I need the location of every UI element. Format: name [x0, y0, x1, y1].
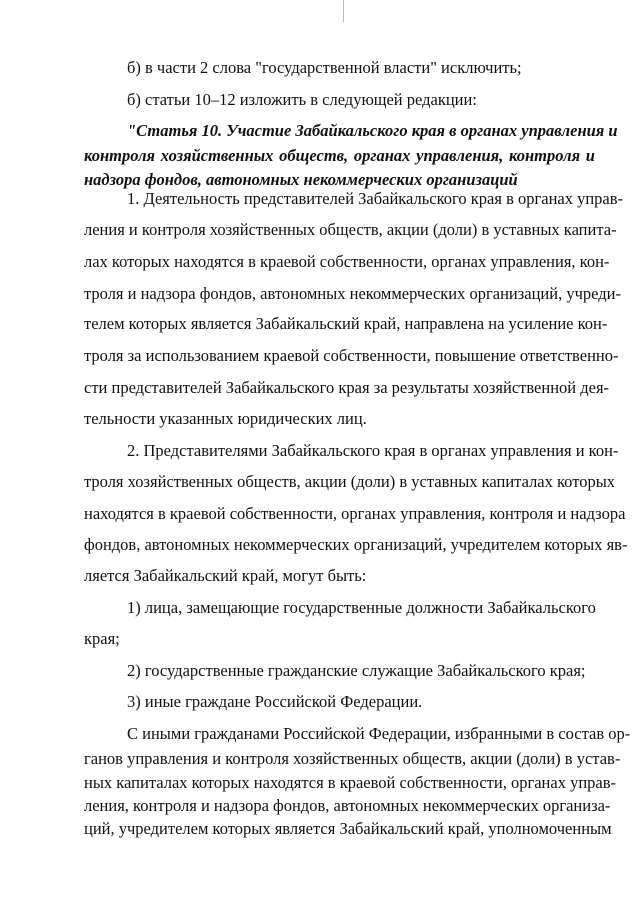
paragraph-1-line-3: лах которых находятся в краевой собственности, органах управления, кон-: [84, 252, 610, 271]
article-heading-line-3: надзора фондов, автономных некоммерческих организаций: [84, 170, 518, 189]
text-line-2: б) статьи 10–12 изложить в следующей редакции:: [127, 90, 477, 109]
list-item-3: 3) иные граждане Российской Федерации.: [127, 692, 423, 711]
paragraph-1-line-8: тельности указанных юридических лиц.: [84, 409, 367, 428]
list-item-1-line-2: края;: [84, 629, 120, 648]
paragraph-1-line-6: троля за использованием краевой собственности, повышение ответственно-: [84, 346, 619, 365]
paragraph-2-line-2: троля хозяйственных обществ, акции (доли) в уставных капиталах которых: [84, 472, 616, 491]
paragraph-3-line-5: ций, учредителем которых является Забайкальский край, уполномоченным: [84, 819, 612, 838]
paragraph-1-line-2: ления и контроля хозяйственных обществ, акции (доли) в уставных капита-: [84, 220, 617, 239]
paragraph-3-line-1: С иными гражданами Российской Федерации, избранными в состав ор-: [127, 724, 631, 743]
paragraph-1-line-4: троля и надзора фондов, автономных некоммерческих организаций, учреди-: [84, 284, 621, 303]
paragraph-2-line-4: фондов, автономных некоммерческих организаций, учредителем которых яв-: [84, 535, 628, 554]
paragraph-1-line-1: 1. Деятельность представителей Забайкальского края в органах управ-: [127, 189, 624, 208]
text-line-1: б) в части 2 слова "государственной власти" исключить;: [127, 58, 522, 77]
list-item-1-line-1: 1) лица, замещающие государственные должности Забайкальского: [127, 598, 596, 617]
paragraph-2-line-5: ляется Забайкальский край, могут быть:: [84, 566, 367, 585]
paragraph-1-line-7: сти представителей Забайкальского края за результаты хозяйственной дея-: [84, 378, 610, 397]
paragraph-3-line-4: ления, контроля и надзора фондов, автономных некоммерческих организа-: [84, 796, 611, 815]
list-item-2: 2) государственные гражданские служащие Забайкальского края;: [127, 661, 586, 680]
article-heading-line-1: "Статья 10. Участие Забайкальского края в органах управления и: [127, 121, 618, 140]
paragraph-2-line-3: находятся в краевой собственности, органах управления, контроля и надзора: [84, 504, 626, 523]
scan-mark-top: [343, 0, 344, 22]
paragraph-3-line-3: ных капиталах которых находятся в краевой собственности, органах управ-: [84, 773, 617, 792]
paragraph-3-line-2: ганов управления и контроля хозяйственных обществ, акции (доли) в устав-: [84, 749, 621, 768]
article-heading-line-2: контроля хозяйственных обществ, органах управления, контроля и: [84, 146, 595, 165]
paragraph-1-line-5: телем которых является Забайкальский край, направлена на усиление кон-: [84, 314, 608, 333]
paragraph-2-line-1: 2. Представителями Забайкальского края в органах управления и кон-: [127, 441, 619, 460]
